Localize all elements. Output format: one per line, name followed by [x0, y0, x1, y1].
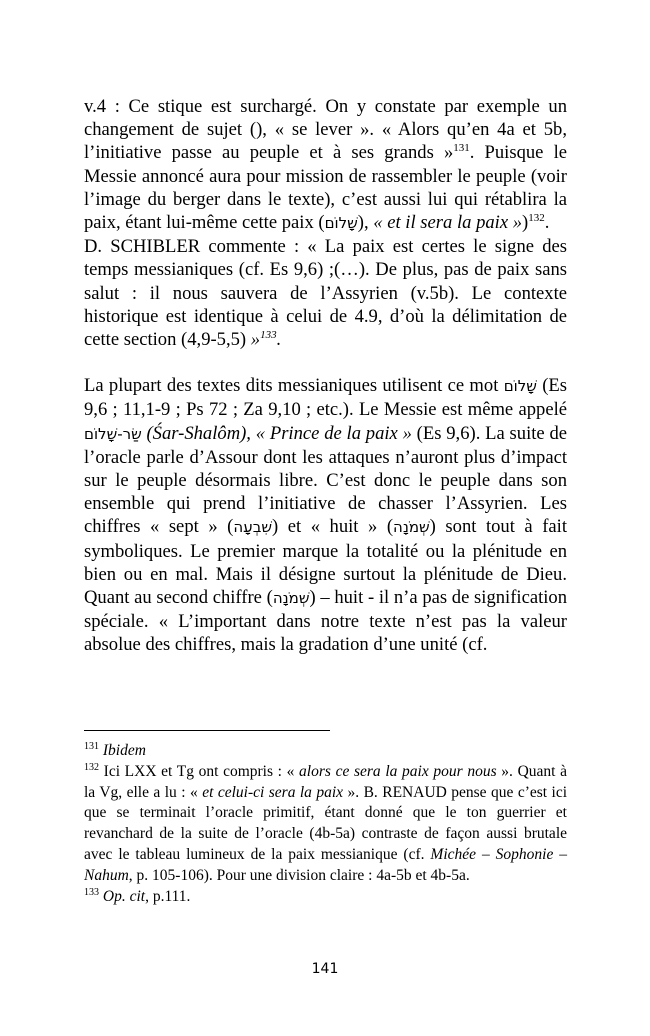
- footnote-ref-133[interactable]: 133: [260, 329, 277, 342]
- hebrew-sar-shalom: שַׂר-שָׁלוֹם: [84, 424, 142, 443]
- footnote-132: [84, 762, 567, 887]
- hebrew-shalom-2: שָׁלוֹם: [503, 377, 537, 396]
- hebrew-shalom: שָׁלוֹם: [324, 214, 358, 233]
- p3-italic-prince: (Śar-Shalôm), « Prince de la paix »: [141, 422, 412, 444]
- p1-italic-quote: « et il sera la paix »: [373, 212, 523, 234]
- fn132-t4: , p. 105-106). Pour une division claire : 4a-5b et 4b-5a.: [128, 866, 470, 884]
- p3-text-b: (Es 9,6 ; 11,1-9 ; Ps 72 ; Za 9,10 ; etc.). Le Messie est même appelé: [84, 375, 567, 421]
- hebrew-huit-2: שְׁמֹנָה: [272, 589, 310, 608]
- paragraph-1: [84, 95, 567, 235]
- footnotes: [84, 741, 567, 907]
- p3-text-a: La plupart des textes dits messianiques utilisent ce mot: [84, 375, 504, 397]
- fn132-i1: alors ce sera la paix pour nous: [299, 762, 497, 780]
- footnote-number-131: 131: [84, 741, 99, 752]
- paragraph-gap: [84, 351, 567, 374]
- p2-text-a: D. SCHIBLER commente : « La paix est certes le signe des temps messianiques (cf. Es 9,6) ;(…). De plus, pas de paix sans salut : il nous sauvera de l’Assyrien (v.5b). Le contexte historique est identique à celui de 4.9, d’où la délimitation de cette section (4,9-5,5): [84, 236, 567, 351]
- page-number: 141: [311, 961, 339, 977]
- footnote-ref-131[interactable]: 131: [453, 142, 470, 155]
- footnote-ref-132[interactable]: 132: [528, 212, 545, 225]
- hebrew-huit: שְׁמֹנָה: [393, 518, 430, 537]
- p1-text-a: v.4 : Ce stique est surchargé. On y constate par exemple un changement de sujet (), « se lever ». « Alors qu’en 4a et 5b, l’initiative passe au peuple et à ses grands »: [84, 96, 567, 164]
- p1-text-c: ),: [357, 212, 374, 234]
- footnote-131: [84, 741, 567, 762]
- paragraph-3: [84, 374, 567, 656]
- hebrew-sept: שִׁבְעָה: [233, 518, 272, 537]
- fn132-t1: Ici LXX et Tg ont compris : «: [99, 762, 300, 780]
- p2-italic-dot: .: [276, 329, 282, 351]
- fn132-t2: ». Quant à la Vg, elle a lu : «: [84, 762, 567, 801]
- p1-text-d: ): [522, 212, 529, 234]
- fn132-i2: et celui-ci sera la paix: [202, 783, 344, 801]
- paragraph-2: [84, 235, 567, 351]
- p1-text-b: . Puisque le Messie annoncé aura pour mission de rassembler le peuple (voir l’image du berger dans le texte), c’est aussi lui qui rétablira la paix, étant lui-même cette paix (: [84, 142, 567, 234]
- footnote-133: [84, 887, 567, 908]
- footnote-133-italic: Op. cit: [99, 887, 146, 905]
- p1-text-e: .: [544, 212, 550, 234]
- main-text: [84, 95, 567, 657]
- footnote-separator: [84, 730, 330, 731]
- footnote-number-133: 133: [84, 886, 99, 898]
- fn132-t3: ». B. RENAUD pense que c’est ici que se terminait l’oracle primitif, étant donné que le ton guerrier et revanchard de la suite de l’oracle (4b-5a) contraste de façon aussi brutale avec le tableau lumineux de la paix messianique (cf.: [84, 783, 568, 863]
- p3-text-c: (Es 9,6). La suite de l’oracle parle d’Assour dont les attaques n’auront plus d’impact sur le peuple désormais libre. C’est donc le peuple dans son ensemble qui prend l’initiative de chasser l’Assyrien. Les chiffres « sept » (: [84, 422, 567, 538]
- fn132-i3: Michée – Sophonie – Nahum: [84, 845, 567, 884]
- footnote-number-132: 132: [84, 761, 99, 773]
- footnote-131-text: Ibidem: [102, 742, 146, 759]
- p3-text-f: ) – huit - il n’a pas de signification spéciale. « L’important dans notre texte n’est pas la valeur absolue des chiffres, mais la gradation d’une unité (cf.: [84, 587, 568, 656]
- footnote-133-text: , p.111.: [145, 887, 191, 905]
- p2-italic-close: »: [250, 329, 261, 351]
- p3-text-d: ) et « huit » (: [272, 516, 394, 538]
- p3-text-e: ) sont tout à fait symboliques. Le premier marque la totalité ou la plénitude en bien ou en mal. Mais il désigne surtout la plénitude de Dieu. Quant au second chiffre (: [84, 516, 567, 609]
